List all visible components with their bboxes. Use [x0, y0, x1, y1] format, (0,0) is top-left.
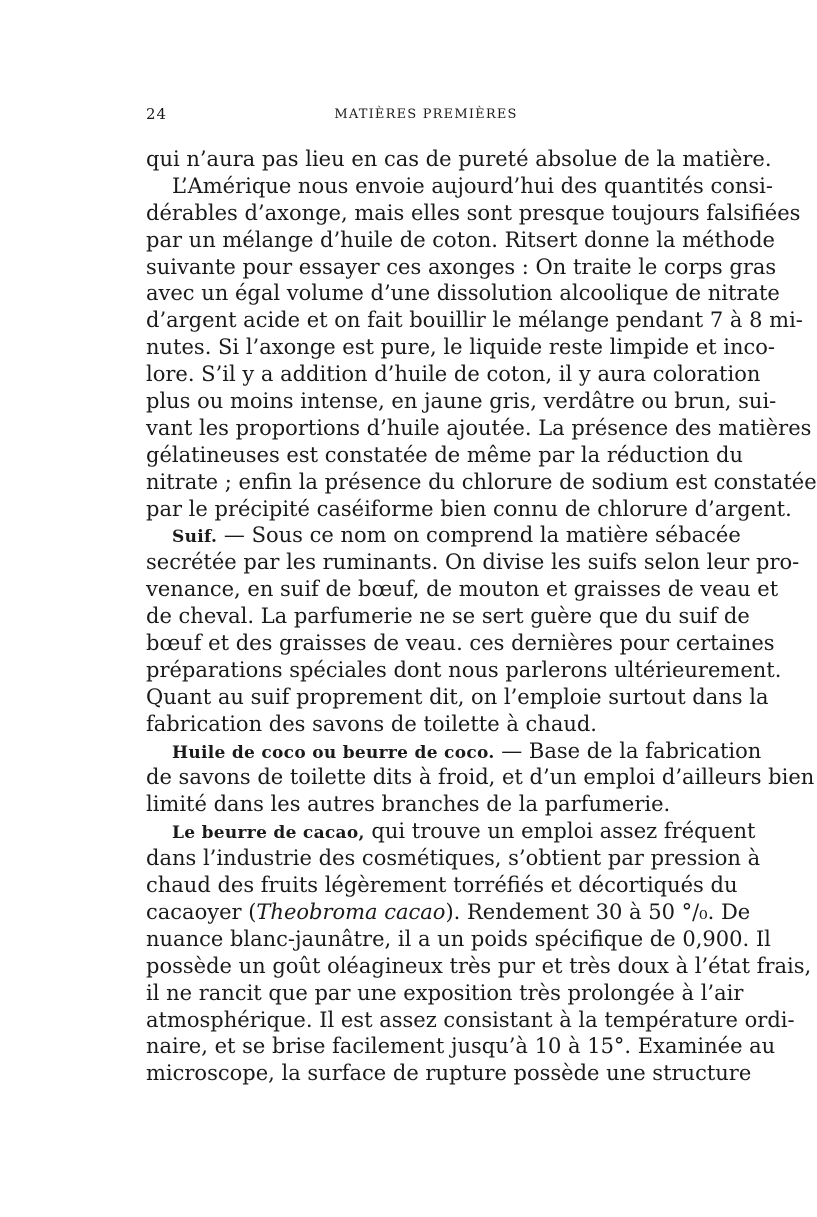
text-line: vant les proportions d’huile ajoutée. La présence des matières — [146, 415, 812, 440]
text-line: gélatineuses est constatée de même par la réduction du — [146, 442, 744, 467]
text-line: L’Amérique nous envoie aujourd’hui des quantités consi- — [172, 173, 773, 198]
text-line: dérables d’axonge, mais elles sont presque toujours falsifiées — [146, 200, 801, 225]
text-line: d’argent acide et on fait bouillir le mélange pendant 7 à 8 mi- — [146, 308, 803, 333]
text-line: nitrate ; enfin la présence du chlorure de sodium est constatée — [146, 469, 817, 494]
text-line: atmosphérique. Il est assez consistant à la température ordi- — [146, 1007, 795, 1032]
text-line: par un mélange d’huile de coton. Ritsert donne la méthode — [146, 227, 775, 252]
cacao-paragraph-start — [146, 818, 756, 845]
text-line: venance, en suif de bœuf, de mouton et graisses de veau et — [146, 577, 779, 602]
page-header — [146, 105, 706, 127]
coco-paragraph-start — [146, 738, 762, 765]
suif-heading: Suif. — [172, 527, 218, 548]
text-run: — Base de la fabrication — [494, 738, 762, 763]
suif-paragraph-start — [146, 522, 741, 549]
text-line: bœuf et des graisses de veau. ces dernières pour certaines — [146, 631, 775, 656]
text-line: nuance blanc-jaunâtre, il a un poids spécifique de 0,900. Il — [146, 926, 771, 951]
text-line: plus ou moins intense, en jaune gris, verdâtre ou brun, sui- — [146, 389, 777, 414]
text-run: — Sous ce nom on comprend la matière sébacée — [217, 523, 741, 548]
text-line: préparations spéciales dont nous parlerons ultérieurement. — [146, 657, 782, 682]
running-head: MATIÈRES PREMIÈRES — [334, 107, 518, 122]
species-name: Theobroma cacao — [256, 899, 446, 924]
text-line: Quant au suif proprement dit, on l’emploie surtout dans la — [146, 684, 769, 709]
text-run: ). Rendement 30 à 50 °/₀. De — [445, 899, 751, 924]
body-text — [146, 146, 817, 1087]
text-line — [146, 899, 751, 926]
text-line: de savons de toilette dits à froid, et d’un emploi d’ailleurs bien — [146, 765, 815, 790]
page-number: 24 — [146, 105, 168, 123]
text-line: possède un goût oléagineux très pur et très doux à l’état frais, — [146, 953, 812, 978]
text-line: nutes. Si l’axonge est pure, le liquide reste limpide et inco- — [146, 335, 775, 360]
text-line: qui n’aura pas lieu en cas de pureté absolue de la matière. — [146, 147, 772, 171]
text-line: microscope, la surface de rupture possède une structure — [146, 1061, 752, 1086]
text-line: par le précipité caséiforme bien connu de chlorure d’argent. — [146, 496, 792, 521]
text-line: secrétée par les ruminants. On divise les suifs selon leur pro- — [146, 550, 800, 575]
text-line: il ne rancit que par une exposition très prolongée à l’air — [146, 980, 744, 1005]
text-line: fabrication des savons de toilette à chaud. — [146, 711, 597, 736]
cacao-heading: Le beurre de cacao, — [172, 823, 365, 844]
text-line: limité dans les autres branches de la parfumerie. — [146, 792, 671, 817]
text-run: cacaoyer ( — [146, 899, 257, 924]
text-line: naire, et se brise facilement jusqu’à 10 à 15°. Examinée au — [146, 1034, 776, 1059]
text-line: chaud des fruits légèrement torréfiés et décortiqués du — [146, 873, 738, 898]
text-line: lore. S’il y a addition d’huile de coton, il y aura coloration — [146, 362, 761, 387]
text-run: qui trouve un emploi assez fréquent — [364, 819, 756, 844]
coco-heading: Huile de coco ou beurre de coco. — [172, 742, 495, 763]
text-line: avec un égal volume d’une dissolution alcoolique de nitrate — [146, 281, 780, 306]
text-line: dans l’industrie des cosmétiques, s’obtient par pression à — [146, 846, 761, 871]
text-line: suivante pour essayer ces axonges : On traite le corps gras — [146, 254, 777, 279]
text-line: de cheval. La parfumerie ne se sert guère que du suif de — [146, 604, 750, 629]
